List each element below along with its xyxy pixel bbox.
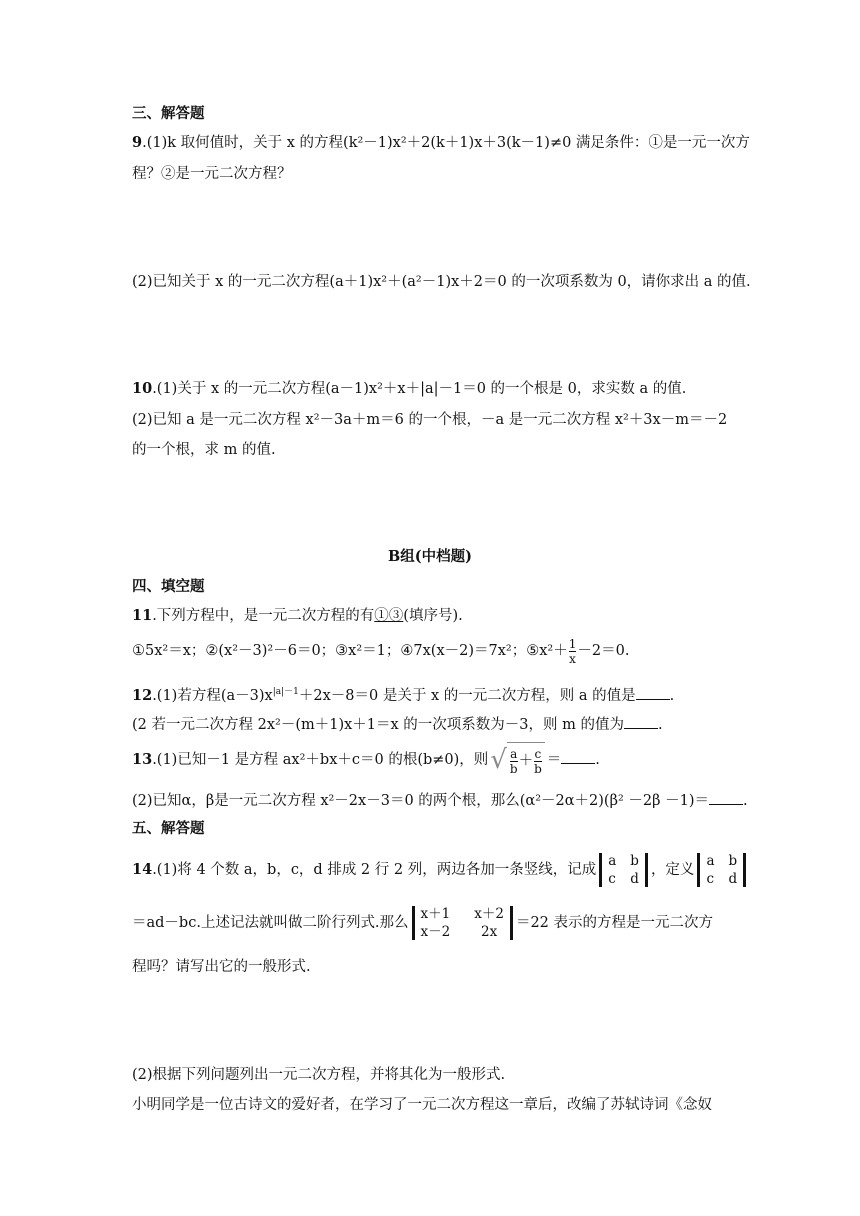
det1-cell: a bbox=[608, 853, 617, 869]
group-b-heading: B组(中档题) bbox=[388, 548, 472, 565]
det1-cell: c bbox=[608, 871, 616, 887]
q11-frac-den: x bbox=[569, 651, 576, 666]
q12-number: 12 bbox=[132, 687, 153, 704]
q9-line-3: (2)已知关于 x 的一元二次方程(a＋1)x²＋(a²－1)x＋2＝0 的一次项系数为 0，请你求出 a 的值. bbox=[132, 274, 751, 290]
q13-blank-1 bbox=[561, 749, 595, 764]
q11-text: .下列方程中，是一元二次方程的有 bbox=[152, 608, 375, 624]
q12-period-2: . bbox=[658, 717, 663, 733]
det3-cell: x＋2 bbox=[474, 906, 504, 922]
q14-determinant-2 bbox=[697, 853, 746, 887]
q14-line-3: 程吗？请写出它的一般形式. bbox=[132, 959, 311, 975]
q11-options-a: ①5x²＝x；②(x²－3)²－6＝0；③x²＝1；④7x(x－2)＝7x²；⑤x²＋ bbox=[132, 643, 568, 659]
q9-line-1 bbox=[132, 133, 750, 153]
det1-cell: b bbox=[630, 853, 639, 869]
q13-fraction-1 bbox=[510, 747, 518, 776]
q14-determinant-3 bbox=[412, 906, 513, 940]
q12-text-1a: .(1)若方程(a－3)x bbox=[152, 688, 273, 704]
q12-text-2: (2 若一元二次方程 2x²－(m＋1)x＋1＝x 的一次项系数为－3，则 m 的值为 bbox=[132, 717, 624, 733]
sqrt-radical-icon: √ bbox=[490, 745, 507, 775]
q14-number: 14 bbox=[132, 861, 153, 878]
q11-options bbox=[132, 636, 629, 666]
q12-exponent: |a|－1 bbox=[272, 687, 299, 698]
q14-determinant-1 bbox=[599, 853, 648, 887]
q11-frac-num: 1 bbox=[568, 636, 577, 651]
q13-f2-num: c bbox=[534, 746, 542, 761]
q11-number: 11 bbox=[132, 607, 153, 624]
q13-number: 13 bbox=[132, 751, 153, 768]
q9-number: 9 bbox=[132, 134, 143, 151]
q12-period-1: . bbox=[669, 688, 675, 704]
q14-text-1b: ，定义 bbox=[650, 862, 695, 878]
q9-text-1: .(1)k 取何值时，关于 x 的方程(k²－1)x²＋2(k＋1)x＋3(k－1)≠0 满足条件：①是一元一次方 bbox=[142, 135, 750, 151]
det-right-bar bbox=[510, 906, 513, 940]
det2-cell: a bbox=[706, 853, 715, 869]
q13-f2-den: b bbox=[534, 761, 542, 776]
q10-line-2: (2)已知 a 是一元二次方程 x²－3a＋m＝6 的一个根，－a 是一元二次方程 x²＋3x－m＝－2 bbox=[132, 412, 728, 428]
q11-line-1 bbox=[132, 606, 463, 626]
q9-line-2: 程？②是一元二次方程？ bbox=[132, 166, 292, 182]
q10-number: 10 bbox=[132, 380, 153, 397]
q13-f1-den: b bbox=[509, 761, 518, 776]
det-right-bar bbox=[743, 853, 746, 887]
q13-plus: ＋ bbox=[518, 753, 534, 769]
det2-cell: d bbox=[728, 871, 738, 887]
q13-text-1: .(1)已知－1 是方程 ax²＋bx＋c＝0 的根(b≠0)，则 bbox=[152, 752, 489, 768]
q12-line-1 bbox=[132, 685, 674, 706]
det3-cell: 2x bbox=[481, 924, 498, 940]
q10-line-1 bbox=[132, 379, 686, 399]
q14-line-1 bbox=[132, 850, 749, 890]
q13-period-1: . bbox=[595, 752, 600, 768]
q12-line-2 bbox=[132, 714, 663, 735]
q13-equals: ＝ bbox=[546, 752, 562, 768]
det2-cell: b bbox=[728, 853, 738, 869]
q10-text-1: .(1)关于 x 的一元二次方程(a－1)x²＋x＋|a|－1＝0 的一个根是 0，求实数 a 的值. bbox=[152, 381, 687, 397]
q14-line-5: 小明同学是一位古诗文的爱好者，在学习了一元二次方程这一章后，改编了苏轼诗词《念奴 bbox=[132, 1097, 712, 1113]
q12-blank-2 bbox=[624, 714, 658, 729]
section-heading-4: 四、填空题 bbox=[132, 578, 205, 595]
q10-line-3: 的一个根，求 m 的值. bbox=[132, 442, 276, 458]
q11-options-b: －2＝0. bbox=[577, 643, 630, 659]
section-heading-5: 五、解答题 bbox=[132, 820, 205, 837]
q13-sqrt-body bbox=[507, 742, 545, 778]
q14-text-2a: ＝ad－bc.上述记法就叫做二阶行列式.那么 bbox=[132, 915, 409, 931]
q13-fraction-2 bbox=[534, 747, 542, 776]
q11-answer: ①③ bbox=[374, 608, 404, 624]
q14-line-2 bbox=[132, 903, 713, 943]
det3-cell: x－2 bbox=[420, 924, 451, 940]
q13-line-2 bbox=[132, 790, 748, 811]
det1-cell: d bbox=[630, 871, 639, 887]
det3-cell: x＋1 bbox=[420, 906, 451, 922]
q13-text-2: (2)已知α，β是一元二次方程 x²－2x－3＝0 的两个根，那么(α²－2α＋2)(β² －2β －1)＝ bbox=[132, 793, 709, 809]
det2-cell: c bbox=[706, 871, 714, 887]
q13-line-1 bbox=[132, 742, 600, 778]
q13-period-2: . bbox=[743, 793, 748, 809]
q12-text-1b: ＋2x－8＝0 是关于 x 的一元二次方程，则 a 的值是 bbox=[298, 688, 636, 704]
q12-blank-1 bbox=[636, 685, 670, 700]
det-right-bar bbox=[645, 853, 648, 887]
q14-text-2b: ＝22 表示的方程是一元二次方 bbox=[515, 915, 714, 931]
q14-line-4: (2)根据下列问题列出一元二次方程，并将其化为一般形式. bbox=[132, 1067, 506, 1083]
q14-text-1: .(1)将 4 个数 a，b，c，d 排成 2 行 2 列，两边各加一条竖线，记成 bbox=[152, 862, 597, 878]
q13-sqrt bbox=[490, 742, 544, 778]
q13-f1-num: a bbox=[510, 746, 518, 761]
q11-tail: (填序号). bbox=[403, 608, 463, 624]
q11-fraction bbox=[569, 637, 577, 666]
q13-blank-2 bbox=[709, 790, 743, 805]
section-heading-3: 三、解答题 bbox=[132, 105, 205, 122]
